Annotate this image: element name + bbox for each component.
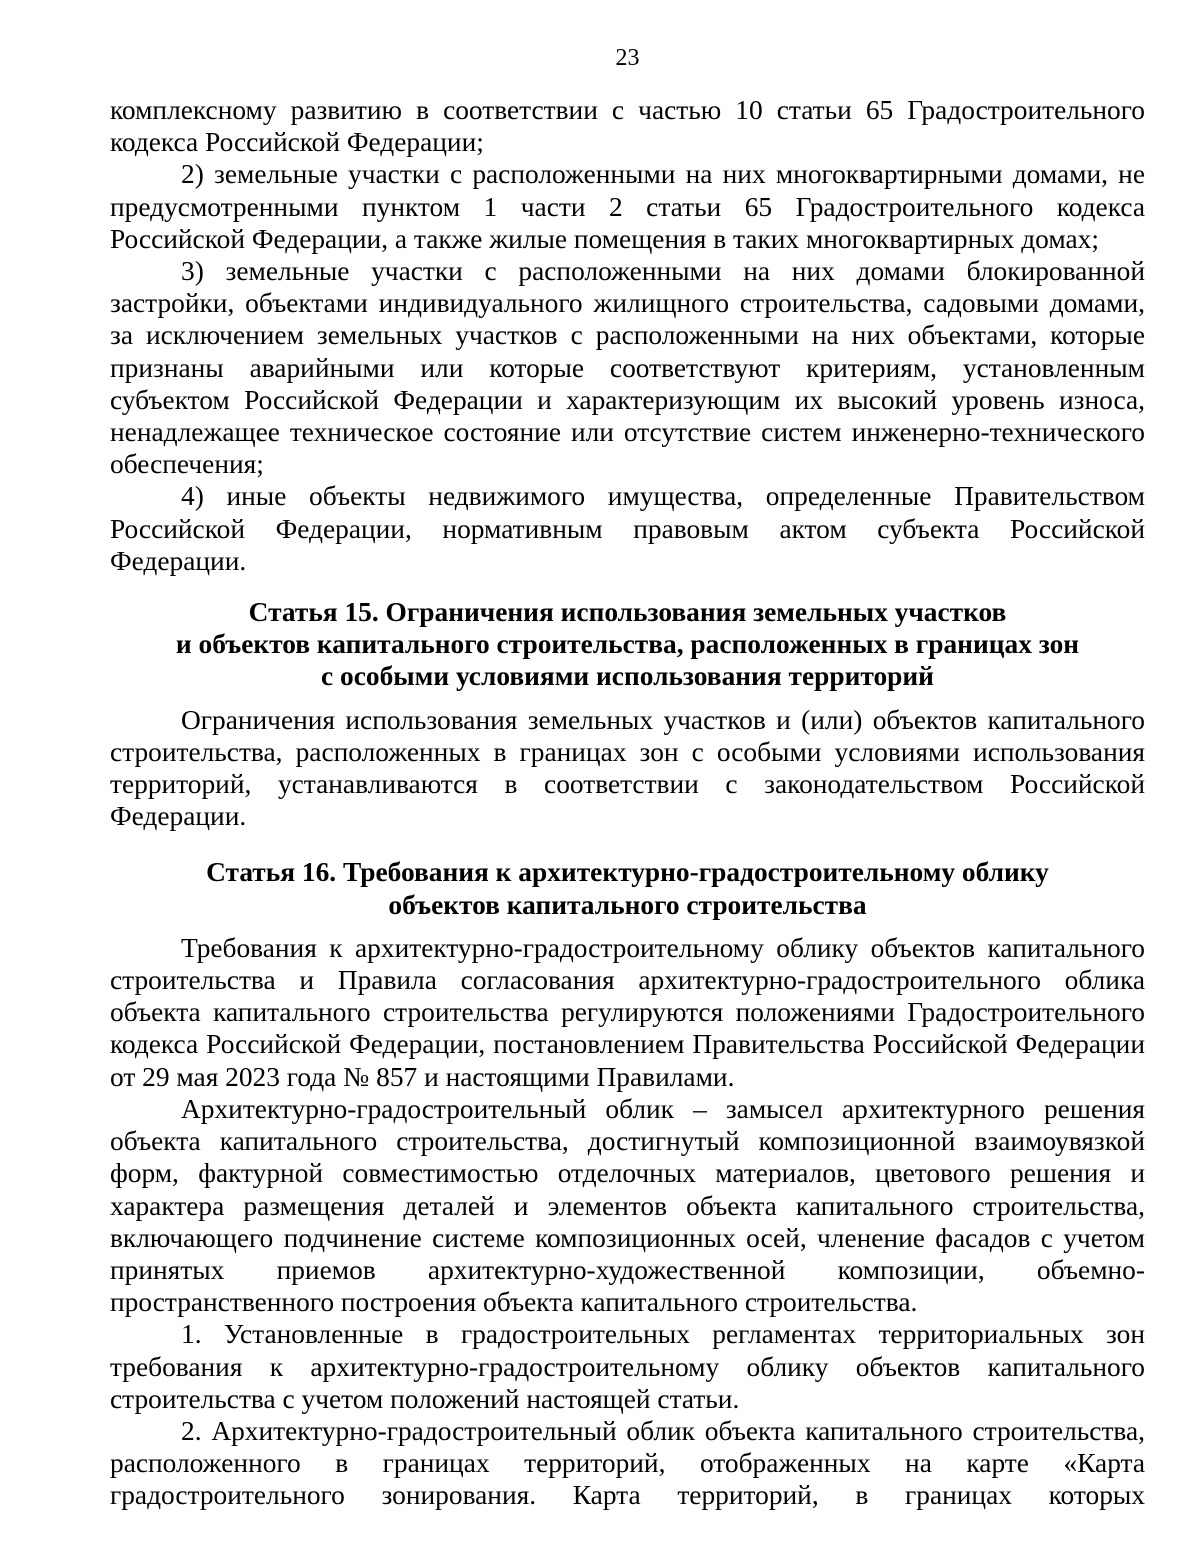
- article-15-heading: [110, 596, 1145, 693]
- article-16-paragraph: Архитектурно-градостроительный облик – замысел архитектурного решения объекта капитального строительства, достигнутый композиционной взаимоувязкой форм, фактурной совместимостью отделочных материалов, цветового решения и характера размещения деталей и элементов объекта капитального строительства, включающего подчинение системе композиционных осей, членение фасадов с учетом принятых приемов архитектурно-художественной композиции, объемно-пространственного построения объекта капитального строительства.: [110, 1093, 1145, 1318]
- article-16-heading-line: Статья 16. Требования к архитектурно-градостроительному облику: [206, 857, 1049, 888]
- article-16-item-1: 1. Установленные в градостроительных регламентах территориальных зон требования к архитектурно-градостроительному облику объектов капитального строительства с учетом положений настоящей статьи.: [110, 1319, 1145, 1414]
- document-body: [110, 94, 1145, 1512]
- list-item-2: 2) земельные участки с расположенными на них многоквартирными домами, не предусмотренными пунктом 1 части 2 статьи 65 Градостроительного кодекса Российской Федерации, а также жилые помещения в таких многоквартирных домах;: [110, 159, 1145, 254]
- article-16-heading: [110, 856, 1145, 920]
- article-15-heading-line: Статья 15. Ограничения использования земельных участков: [248, 597, 1007, 628]
- page-number: 23: [615, 45, 640, 71]
- article-16-paragraph: Требования к архитектурно-градостроительному облику объектов капитального строительства и Правила согласования архитектурно-градостроительного облика объекта капитального строительства регулируются положениями Градостроительного кодекса Российской Федерации, постановлением Правительства Российской Федерации от 29 мая 2023 года № 857 и настоящими Правилами.: [110, 932, 1145, 1092]
- article-15-heading-line: с особыми условиями использования территорий: [321, 661, 934, 692]
- article-16-item-2: 2. Архитектурно-градостроительный облик объекта капитального строительства, расположенного в границах территорий, отображенных на карте «Карта градостроительного зонирования. Карта территорий, в границах которых: [110, 1415, 1145, 1511]
- list-item-3: 3) земельные участки с расположенными на них домами блокированной застройки, объектами индивидуального жилищного строительства, садовыми домами, за исключением земельных участков с расположенными на них объектами, которые признаны аварийными или которые соответствуют критериям, установленным субъектом Российской Федерации и характеризующим их высокий уровень износа, ненадлежащее техническое состояние или отсутствие систем инженерно-технического обеспечения;: [110, 256, 1145, 480]
- article-15-paragraph: Ограничения использования земельных участков и (или) объектов капитального строительства, расположенных в границах зон с особыми условиями использования территорий, устанавливаются в соответствии с законодательством Российской Федерации.: [110, 704, 1145, 832]
- article-16-heading-line: объектов капитального строительства: [388, 889, 867, 920]
- paragraph-continuation: комплексному развитию в соответствии с частью 10 статьи 65 Градостроительного кодекса Российской Федерации;: [110, 95, 1145, 158]
- list-item-4: 4) иные объекты недвижимого имущества, определенные Правительством Российской Федерации, нормативным правовым актом субъекта Российской Федерации.: [110, 481, 1145, 576]
- article-15-heading-line: и объектов капитального строительства, расположенных в границах зон: [175, 629, 1080, 660]
